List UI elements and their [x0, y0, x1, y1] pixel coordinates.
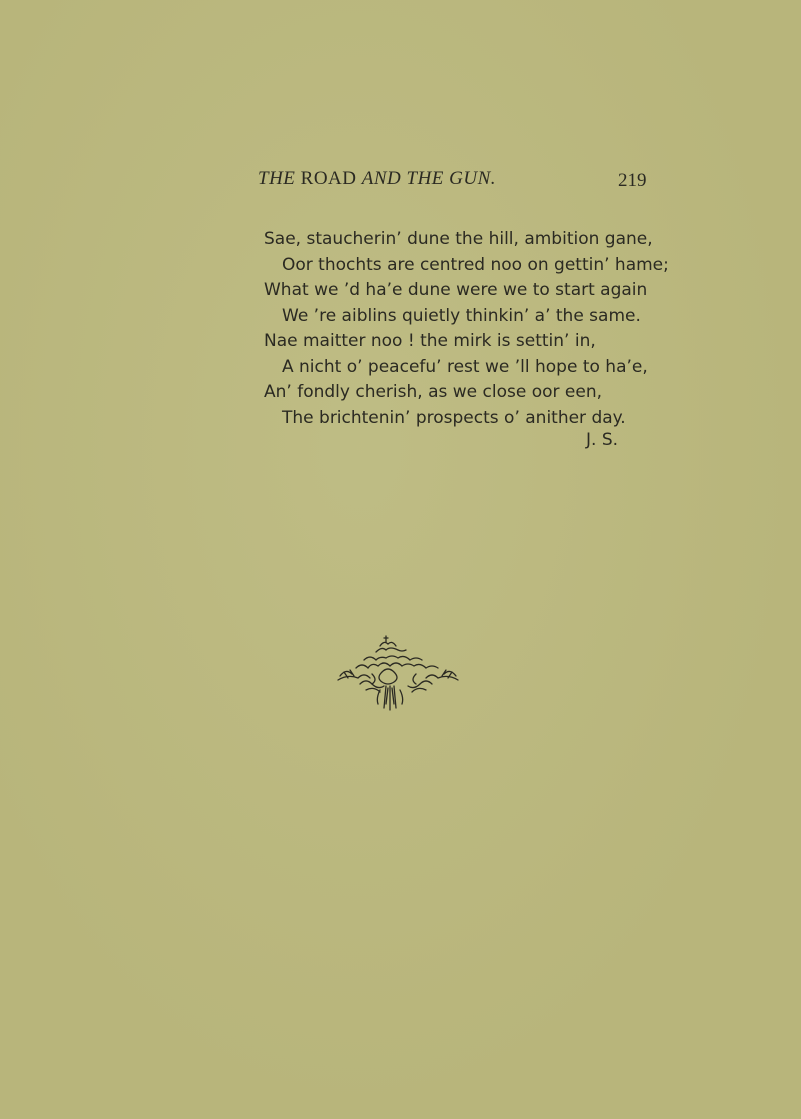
floral-tailpiece-icon: [336, 632, 460, 712]
poem-line: Oor thochts are centred noo on gettin’ hame;: [282, 254, 669, 275]
page-number: 219: [618, 170, 647, 191]
poem-line: Sae, staucherin’ dune the hill, ambition gane,: [264, 229, 653, 249]
poem-stanza: [264, 227, 669, 431]
poem-line: What we ’d ha’e dune were we to start again: [264, 280, 648, 300]
poem-line: The brichtenin’ prospects o’ anither day.: [282, 407, 626, 428]
poem-line: A nicht o’ peacefu’ rest we ’ll hope to ha’e,: [282, 356, 648, 377]
running-head-road: ROAD: [300, 168, 357, 189]
poem-line: Nae maitter noo ! the mirk is settin’ in,: [264, 331, 596, 351]
author-initials: J. S.: [586, 430, 619, 450]
poem-line: An’ fondly cherish, as we close oor een,: [264, 382, 603, 402]
running-head: [258, 168, 658, 194]
poem-line: We ’re aiblins quietly thinkin’ a’ the same.: [282, 305, 641, 326]
running-head-and: AND: [361, 168, 402, 189]
running-head-the: THE: [258, 168, 296, 189]
running-head-the-gun: THE GUN.: [406, 168, 497, 189]
